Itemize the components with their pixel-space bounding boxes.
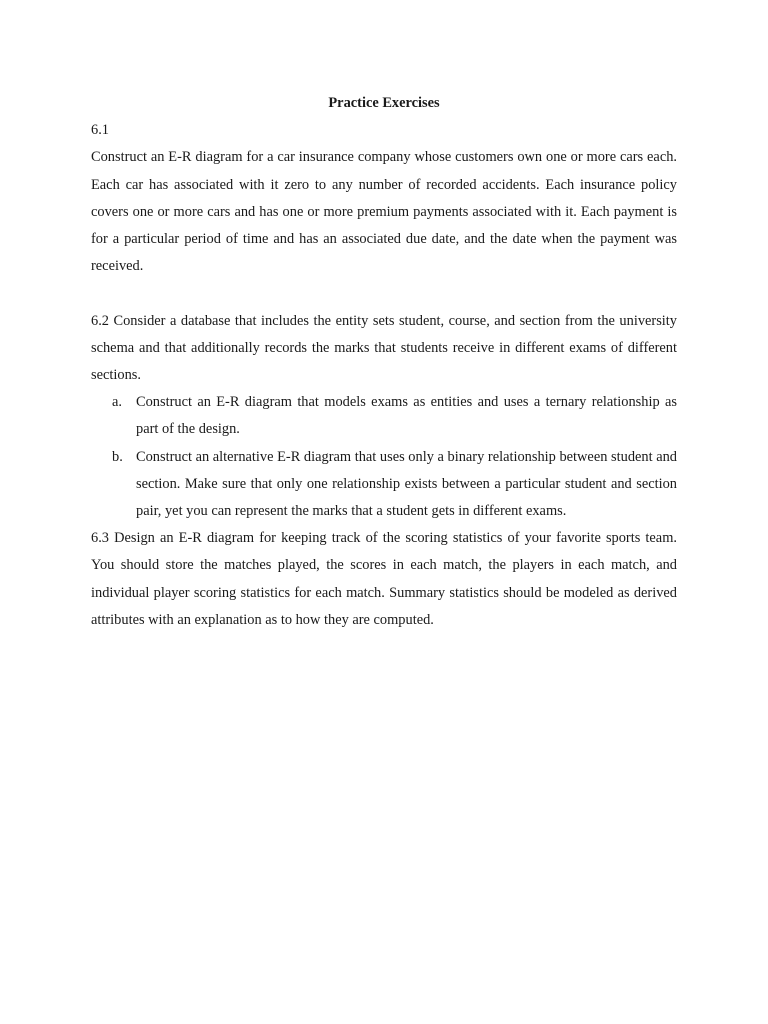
section-spacer xyxy=(91,280,677,307)
exercise-6-1-text: Construct an E-R diagram for a car insurance company whose customers own one or more cars each. Each car has associated with it zero to any number of recorded accidents. Each insurance policy covers one or more cars and has one or more premium payments associated with it. Each payment is for a particular period of time and has an associated due date, and the date when the payment was received. xyxy=(91,149,677,275)
list-marker: a. xyxy=(112,394,122,411)
exercise-6-2-subitems xyxy=(91,389,677,525)
list-item-text: Construct an E-R diagram that models exams as entities and uses a ternary relationship as part of the design. xyxy=(136,394,677,438)
exercise-6-1-number: 6.1 xyxy=(91,122,109,139)
list-item xyxy=(91,389,677,443)
list-marker: b. xyxy=(112,448,123,465)
page-title: Practice Exercises xyxy=(328,95,440,111)
document-page xyxy=(91,90,677,634)
exercise-6-2-text: 6.2 Consider a database that includes the entity sets student, course, and section from the university schema and that additionally records the marks that students receive in different exams of different sections. xyxy=(91,312,677,384)
list-item xyxy=(91,444,677,526)
list-item-text: Construct an alternative E-R diagram that uses only a binary relationship between student and section. Make sure that only one relationship exists between a particular student and section pair, yet you can represent the marks that a student gets in different exams. xyxy=(136,448,677,520)
exercise-6-3-text: 6.3 Design an E-R diagram for keeping track of the scoring statistics of your favorite sports team. You should store the matches played, the scores in each match, the players in each match, and individual player scoring statistics for each match. Summary statistics should be modeled as derived attributes with an explanation as to how they are computed. xyxy=(91,530,677,628)
